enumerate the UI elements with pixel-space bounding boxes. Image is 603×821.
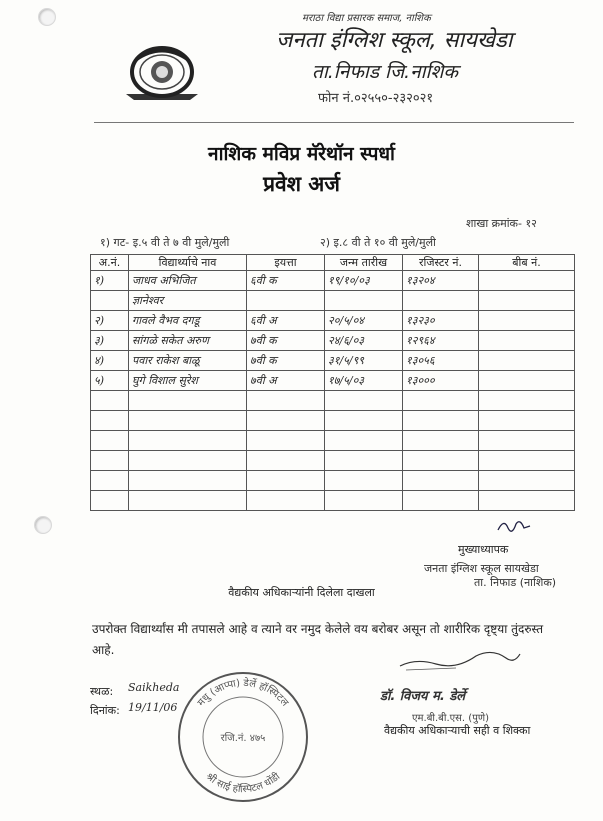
branch-number: शाखा क्रमांक- १२ [466,217,537,230]
standard-cell: ६वी क [247,271,325,291]
bib-no-cell [479,371,575,391]
serial-cell: २) [91,311,129,331]
serial-cell: ५) [91,371,129,391]
dob-cell [325,451,403,471]
svg-text:श्री साई हॉस्पिटल धोंडी [204,770,283,795]
bib-no-cell [479,451,575,471]
group-1-label: १) गट- इ.५ वी ते ७ वी मुले/मुली [100,236,230,249]
bib-no-cell [479,391,575,411]
standard-cell: ६वी अ [247,311,325,331]
standard-cell [247,491,325,511]
student-name-cell: पवार राकेश बाळू [129,351,247,371]
standard-cell: ७वी अ [247,371,325,391]
serial-cell: ४) [91,351,129,371]
col-header-bib: बीब नं. [479,255,575,271]
register-no-cell [403,391,479,411]
standard-cell [247,411,325,431]
dob-cell: १९/१०/०३ [325,271,403,291]
table-row [91,431,575,451]
school-address: ता.निफाड जि.नाशिक [312,61,458,83]
table-row [91,371,575,391]
org-name: मराठा विद्या प्रसारक समाज, नाशिक [302,13,431,24]
school-logo [122,40,202,104]
register-no-cell [403,471,479,491]
dob-cell: २०/५/०४ [325,311,403,331]
table-row [91,391,575,411]
serial-cell: १) [91,271,129,291]
stamp-reg-number: रजि.नं. ४७५ [220,733,266,744]
group-2-label: २) इ.८ वी ते १० वी मुले/मुली [320,236,436,249]
bib-no-cell [479,431,575,451]
standard-cell [247,291,325,311]
serial-cell: ३) [91,331,129,351]
doctor-degree: एम.बी.बी.एस. (पुणे) [412,713,490,724]
dob-cell [325,391,403,411]
place-value: Saikheda [128,681,180,694]
register-no-cell [403,431,479,451]
headmaster-signature [496,516,532,540]
table-header-row [91,255,575,271]
student-name-cell: घुगे विशाल सुरेश [129,371,247,391]
serial-cell [91,411,129,431]
serial-cell [91,471,129,491]
register-no-cell: १२९६४ [403,331,479,351]
stamp-text-bottom: श्री साई हॉस्पिटल धोंडी [203,771,283,796]
header-divider [94,122,574,123]
table-row [91,271,575,291]
col-header-dob: जन्म तारीख [325,255,403,271]
school-name: जनता इंग्लिश स्कूल, सायखेडा [276,28,513,53]
bib-no-cell [479,491,575,511]
headmaster-stamp-taluka: ता. निफाड (नाशिक) [474,576,557,589]
serial-cell [91,291,129,311]
table-row [91,411,575,431]
dob-cell [325,431,403,451]
medical-certificate-heading: वैद्यकीय अधिकाऱ्यांनी दिलेला दाखला [228,586,375,599]
student-name-cell: गावले वैभव दगडू [129,311,247,331]
col-header-name: विद्यार्थ्याचे नाव [129,255,247,271]
serial-cell [91,431,129,451]
student-name-cell [129,431,247,451]
student-name-cell: सांगळे सकेत अरुण [129,331,247,351]
bib-no-cell [479,351,575,371]
medical-certificate-text: उपरोक्त विद्यार्थ्यांस मी तपासले आहे व त्याने वर नमुद केलेले वय बरोबर असून तो शारीरिक दृष्ट्या तुंदरुस्त आहे. [92,622,544,657]
bib-no-cell [479,291,575,311]
registration-table [90,254,575,511]
col-header-std: इयत्ता [247,255,325,271]
table-row [91,491,575,511]
standard-cell [247,431,325,451]
register-no-cell [403,411,479,431]
dob-cell: ३१/५/९९ [325,351,403,371]
date-value: 19/11/06 [128,701,178,714]
student-name-cell [129,451,247,471]
place-label: स्थळ: [90,685,114,698]
register-no-cell [403,491,479,511]
table-row [91,451,575,471]
school-phone: फोन नं.०२५५०-२३२०२१ [318,91,434,106]
student-name-cell [129,411,247,431]
serial-cell [91,391,129,411]
bib-no-cell [479,311,575,331]
register-no-cell: १३२०४ [403,271,479,291]
table-row [91,311,575,331]
dob-cell: १७/५/०३ [325,371,403,391]
register-no-cell: १३००० [403,371,479,391]
table-row [91,291,575,311]
headmaster-title: मुख्याध्यापक [458,543,509,556]
standard-cell: ७वी क [247,331,325,351]
register-no-cell: १३२३० [403,311,479,331]
bib-no-cell [479,471,575,491]
col-header-no: अ.नं. [91,255,129,271]
dob-cell [325,491,403,511]
dob-cell [325,411,403,431]
headmaster-stamp-school: जनता इंग्लिश स्कूल सायखेडा [424,562,539,575]
serial-cell [91,491,129,511]
event-title: नाशिक मविप्र मॅरेथॉन स्पर्धा [208,143,395,165]
bib-no-cell [479,411,575,431]
register-no-cell [403,291,479,311]
dob-cell: २४/६/०३ [325,331,403,351]
student-name-cell: ज्ञानेश्वर [129,291,247,311]
bib-no-cell [479,331,575,351]
standard-cell [247,451,325,471]
register-no-cell [403,451,479,471]
date-label: दिनांक: [90,704,120,717]
dob-cell [325,291,403,311]
punch-hole-top [38,8,56,26]
standard-cell [247,471,325,491]
dob-cell [325,471,403,491]
student-name-cell [129,491,247,511]
table-row [91,351,575,371]
standard-cell [247,391,325,411]
standard-cell: ७वी क [247,351,325,371]
table-row [91,471,575,491]
register-no-cell: १३०५६ [403,351,479,371]
form-title: प्रवेश अर्ज [263,172,340,196]
doctor-signature-label: वैद्यकीय अधिकाऱ्याची सही व शिक्का [384,724,531,737]
hospital-stamp [172,666,314,808]
stamp-text-top: मधु (आप्पा) डेर्ले हॉस्पिटल [195,677,291,709]
doctor-signature [396,646,522,676]
serial-cell [91,451,129,471]
student-name-cell [129,391,247,411]
col-header-reg: रजिस्टर नं. [403,255,479,271]
student-name-cell: जाधव अभिजित [129,271,247,291]
table-row [91,331,575,351]
doctor-name: डॉ. विजय म. डेर्ले [380,689,466,704]
punch-hole-bottom [34,516,52,534]
bib-no-cell [479,271,575,291]
student-name-cell [129,471,247,491]
